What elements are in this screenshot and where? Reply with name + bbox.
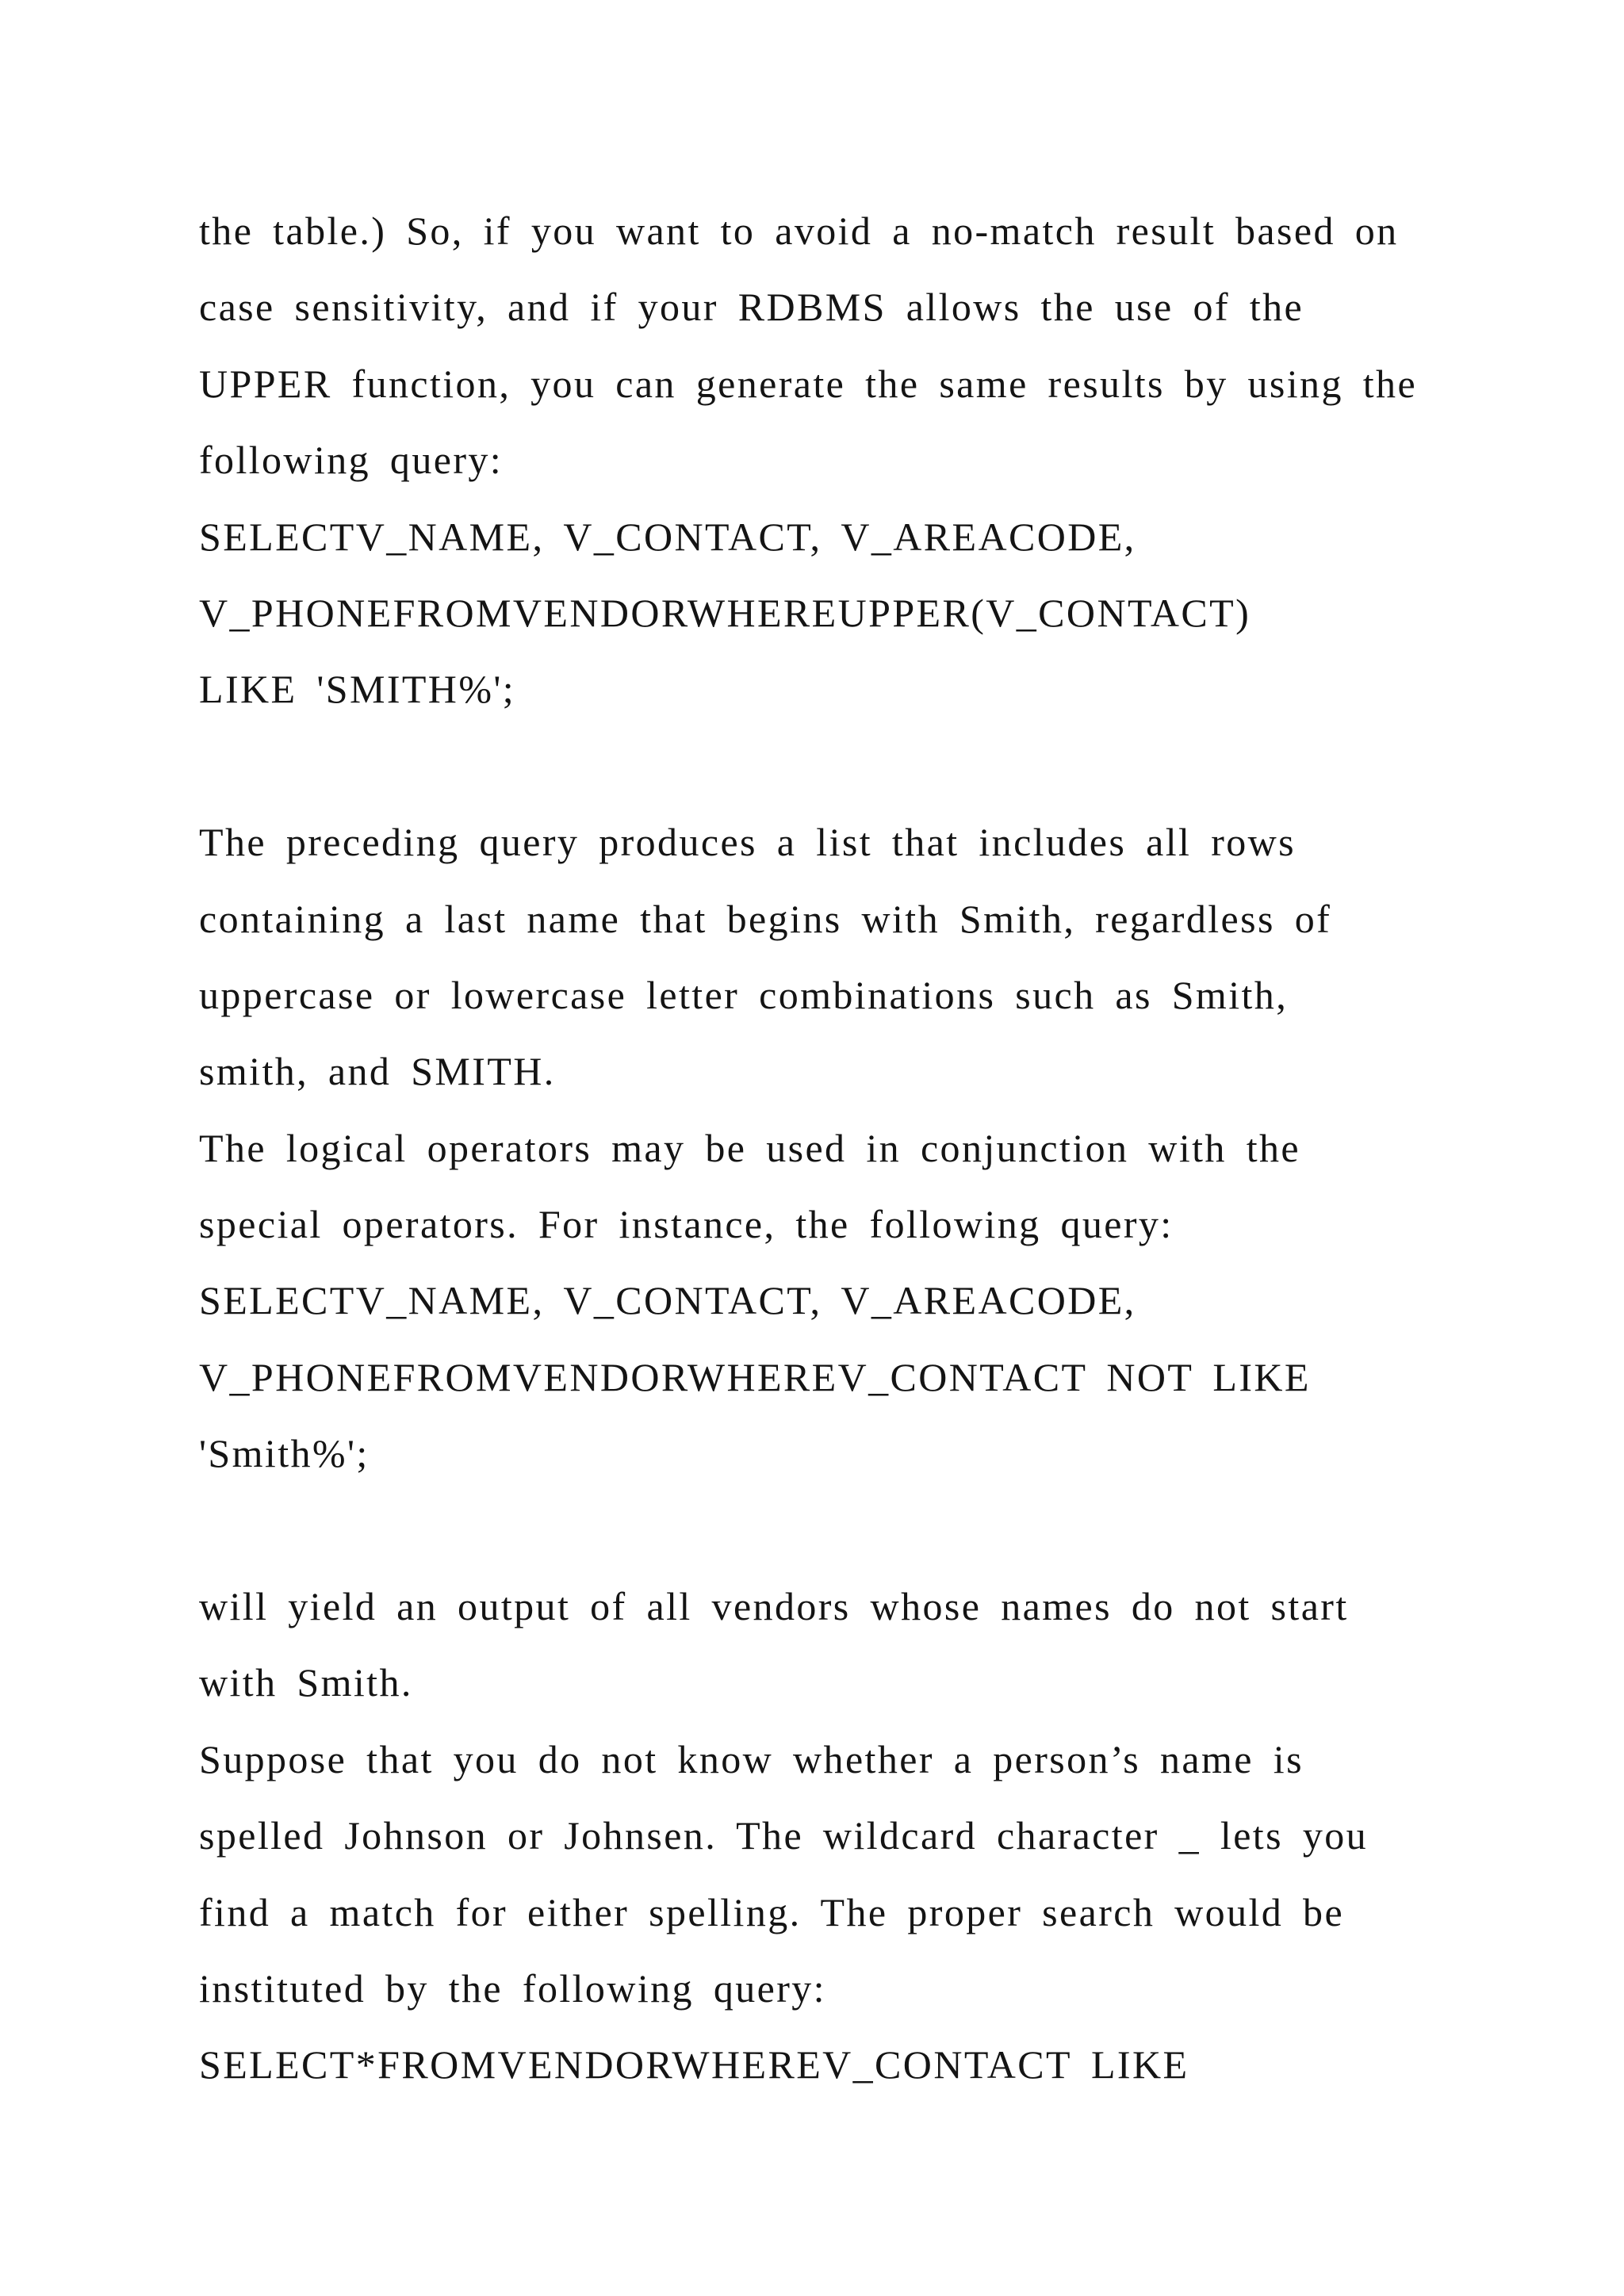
text-line: special operators. For instance, the following query: [199,1202,1174,1247]
code-line: V_PHONEFROMVENDORWHEREUPPER(V_CONTACT) [199,590,1251,635]
code-line: SELECTV_NAME, V_CONTACT, V_AREACODE, [199,514,1136,559]
text-line: UPPER function, you can generate the same results by using the [199,361,1418,406]
text-line: uppercase or lowercase letter combinations such as Smith, [199,972,1289,1017]
text-line: find a match for either spelling. The proper search would be [199,1889,1345,1934]
code-line: 'Smith%'; [199,1431,370,1476]
text-line: instituted by the following query: [199,1965,826,2011]
blank-line [199,728,1563,804]
text-line: The preceding query produces a list that includes all rows [199,820,1297,865]
code-line: V_PHONEFROMVENDORWHEREV_CONTACT NOT LIKE [199,1354,1311,1399]
text-line: following query: [199,438,504,483]
text-line: spelled Johnson or Johnsen. The wildcard character _ lets you [199,1813,1369,1858]
text-line: containing a last name that begins with Smith, regardless of [199,896,1332,941]
text-line: smith, and SMITH. [199,1049,556,1094]
text-line: Suppose that you do not know whether a person’s name is [199,1736,1304,1781]
text-line: with Smith. [199,1660,413,1705]
blank-line [199,1492,1563,1568]
code-line: SELECTV_NAME, V_CONTACT, V_AREACODE, [199,1278,1136,1323]
body-text [199,193,1563,2103]
code-line: LIKE 'SMITH%'; [199,667,516,712]
code-line: SELECT*FROMVENDORWHEREV_CONTACT LIKE [199,2042,1189,2087]
text-line: case sensitivity, and if your RDBMS allows the use of the [199,285,1304,330]
text-line: will yield an output of all vendors whose names do not start [199,1584,1349,1629]
text-line: The logical operators may be used in conjunction with the [199,1125,1300,1170]
text-line: the table.) So, if you want to avoid a no-match result based on [199,209,1399,253]
